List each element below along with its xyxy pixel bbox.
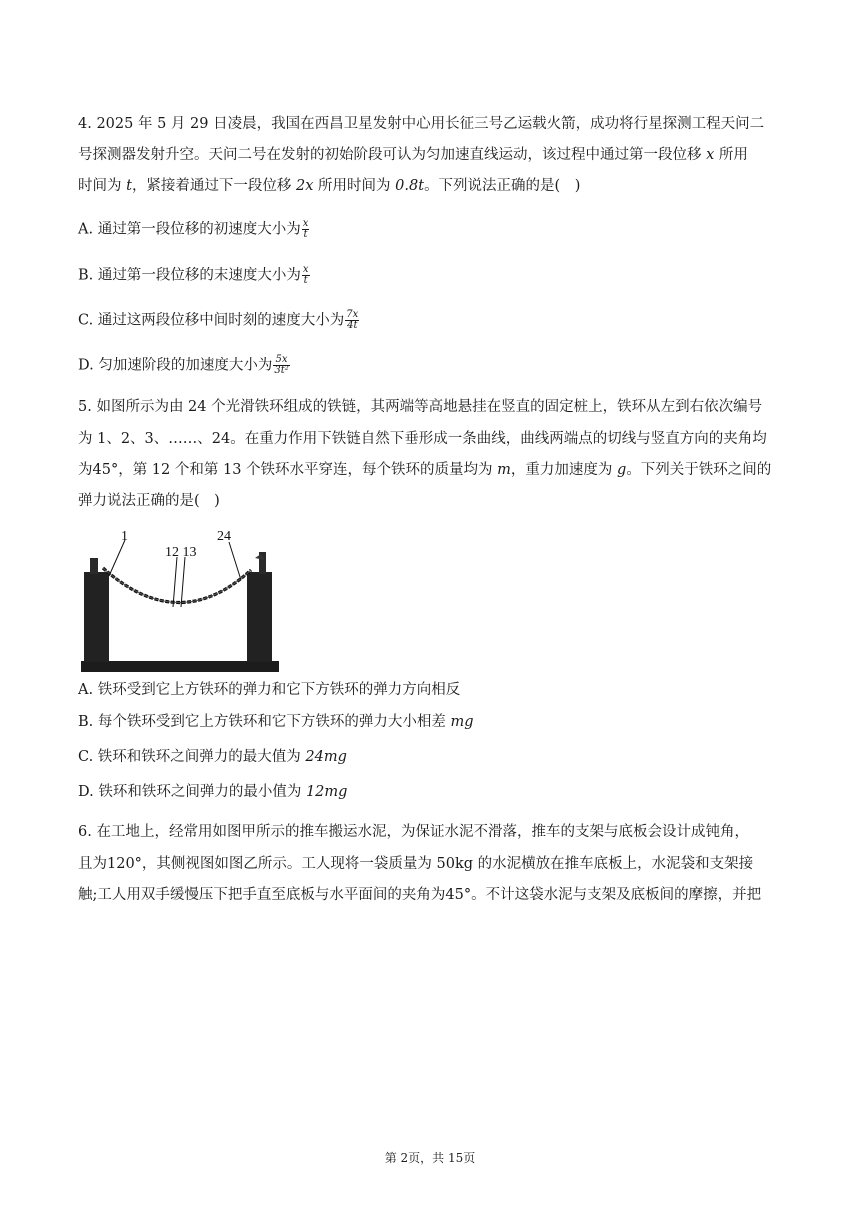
q4-line-2: 号探测器发射升空。天问二号在发射的初始阶段可认为匀加速直线运动，该过程中通过第一段位移 x 所用 [78,147,748,163]
q5-option-d: D. 铁环和铁环之间弹力的最小值为 12mg [78,784,348,800]
q4-number: 4. [78,116,92,132]
q4-option-b: B. 通过第一段位移的末速度大小为 $\frac{x}{t}$ [78,264,309,286]
label-ring-12-13: 12 13 [165,545,197,560]
q5-line-1: 5. 如图所示为由 24 个光滑铁环组成的铁链，其两端等高地悬挂在竖直的固定桩上，铁环从左到右依次编号 [78,399,763,415]
q6-line-3: 触;工人用双手缓慢压下把手直至底板与水平面间的夹角为45°。不计这袋水泥与支架及底板间的摩擦，并把 [78,887,762,903]
fraction: $\frac{x}{t}$ [302,264,309,286]
q5-option-b: B. 每个铁环受到它上方铁环和它下方铁环的弹力大小相差 mg [78,714,474,730]
q6-line-2: 且为120°，其侧视图如图乙所示。工人现将一袋质量为 50kg 的水泥横放在推车底板上，水泥袋和支架接 [78,856,754,872]
q5-line-2: 为 1、2、3、……、24。在重力作用下铁链自然下垂形成一条曲线，曲线两端点的切线与竖直方向的夹角均 [78,431,767,447]
q5-line-4: 弹力说法正确的是( ) [78,493,220,509]
fraction: $\frac{5x}{\text{3t²}}$ [274,354,289,376]
q4-option-d: D. 匀加速阶段的加速度大小为 $\frac{5x}{\text{3t²}}$ [78,354,289,376]
q4-stem-1: 2025 年 5 月 29 日凌晨，我国在西昌卫星发射中心用长征三号乙运载火箭，成功将行星探测工程天问二 [96,116,765,132]
fraction: $\frac{x}{t}$ [302,218,309,240]
q5-option-c: C. 铁环和铁环之间弹力的最大值为 24mg [78,749,347,765]
iron-chain-figure [79,528,281,674]
q5-option-a: A. 铁环受到它上方铁环的弹力和它下方铁环的弹力方向相反 [78,682,461,698]
q4-option-a: A. 通过第一段位移的初速度大小为 $\frac{x}{t}$ [78,218,309,240]
fraction: $\frac{7x}{4t}$ [346,309,359,331]
q5-number: 5. [78,399,92,415]
q6-line-1: 6. 在工地上，经常用如图甲所示的推车搬运水泥，为保证水泥不滑落，推车的支架与底板会设计成钝角， [78,824,749,840]
label-ring-24: 24 [217,529,231,544]
q4-line-3: 时间为 t，紧接着通过下一段位移 2x 所用时间为 0.8t。下列说法正确的是( ) [78,178,581,194]
page-footer: 第 2页，共 15页 [384,1151,476,1165]
q5-line-3: 为45°，第 12 个和第 13 个铁环水平穿连，每个铁环的质量均为 m，重力加速度为 g。下列关于铁环之间的 [78,462,772,478]
q6-number: 6. [78,824,92,840]
q4-line-1 [78,114,788,134]
q4-option-c: C. 通过这两段位移中间时刻的速度大小为 $\frac{7x}{4t}$ [78,309,359,331]
label-ring-1: 1 [121,529,128,544]
